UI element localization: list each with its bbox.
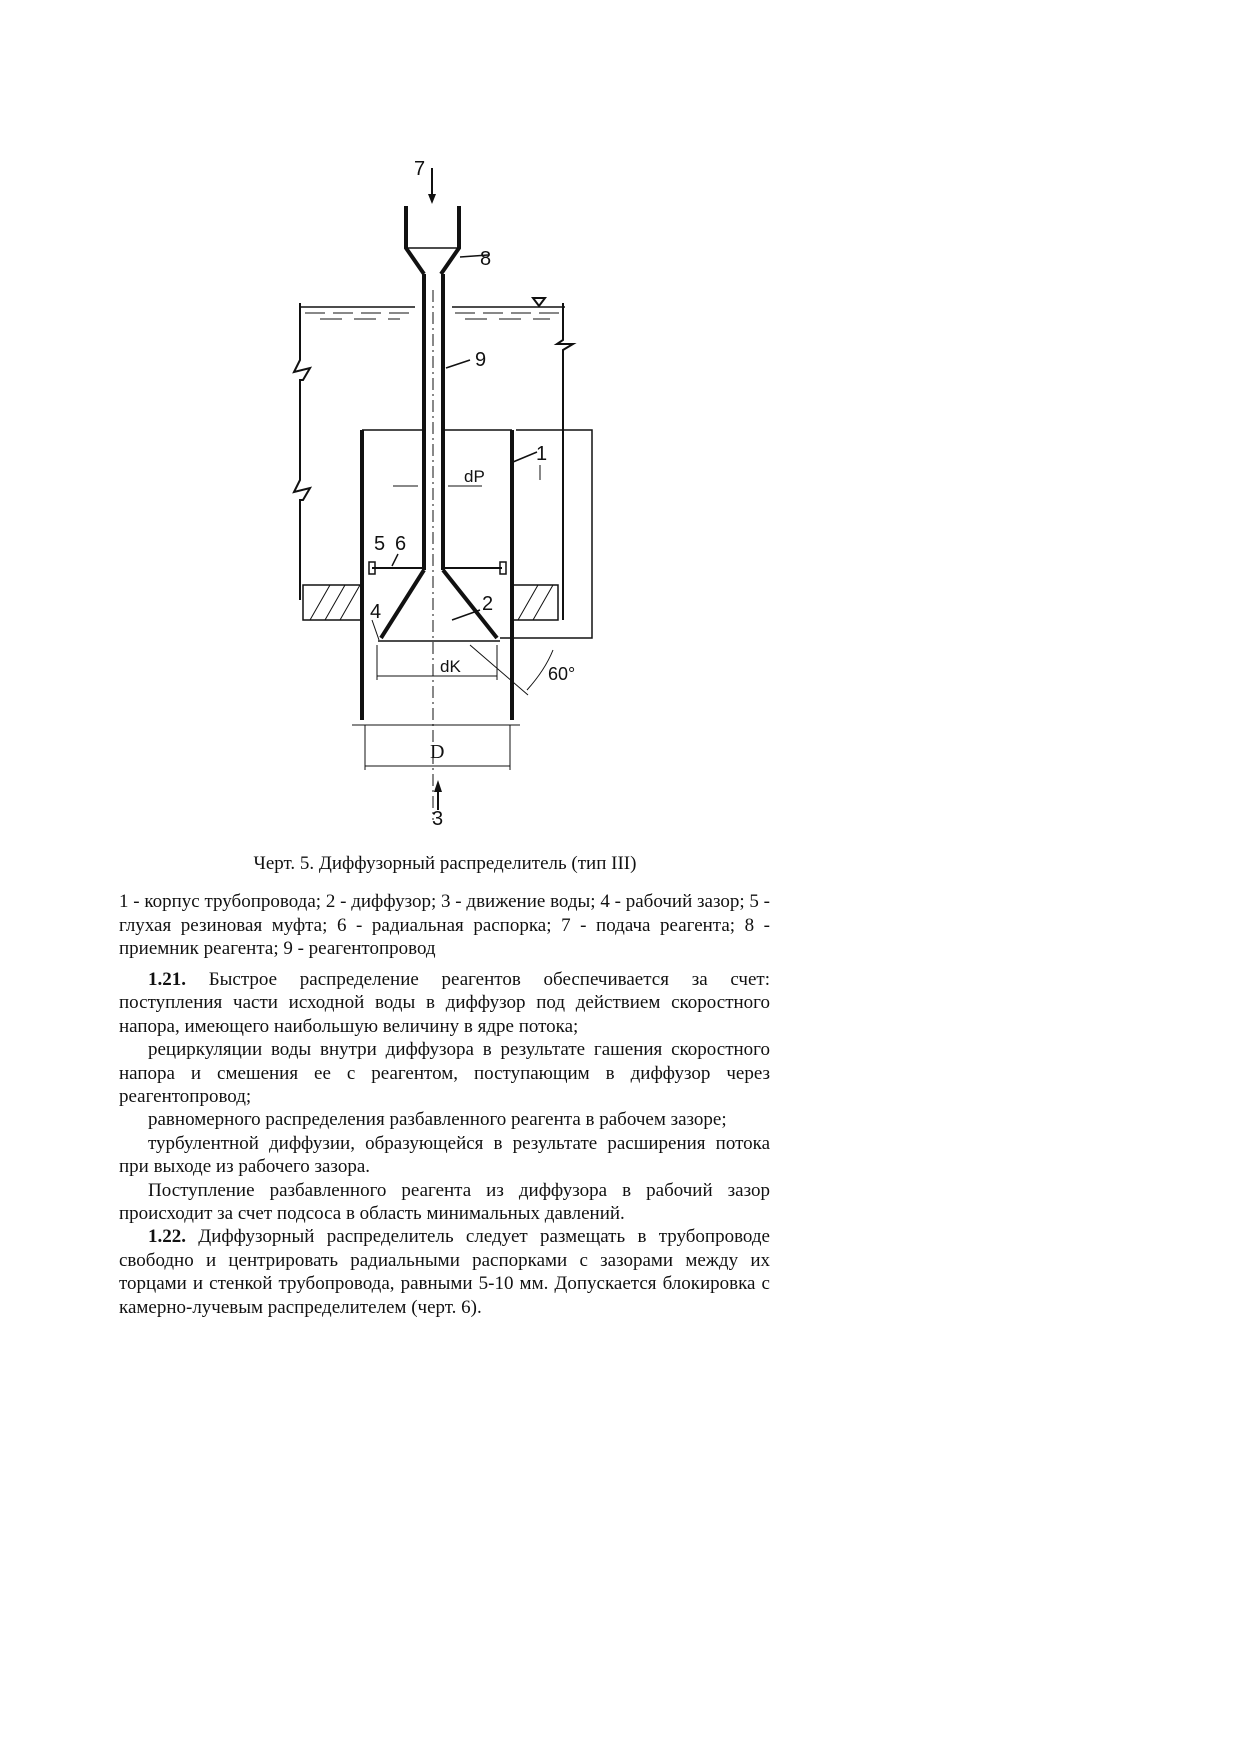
label-7: 7 [414,158,426,180]
paragraph: рециркуляции воды внутри диффузора в результате гашения скоростного напора и смешения ее с реагентом, поступающим в диффузор через реагентопровод; [119,1039,770,1108]
label-2: 2 [482,593,494,615]
paragraph: турбулентной диффузии, образующейся в результате расширения потока при выходе из рабочего зазора. [119,1132,770,1178]
label-6: 6 [395,533,407,555]
paragraph: равномерного распределения разбавленного реагента в рабочем зазоре; [148,1109,727,1131]
section-number: 1.22. [148,1226,186,1248]
label-dk: dK [440,657,461,676]
label-angle: 60° [548,664,576,684]
label-5: 5 [374,533,386,555]
label-1: 1 [536,443,548,465]
diffuser-distributor-drawing [280,150,600,840]
body-text [119,968,770,1319]
label-4: 4 [370,601,382,623]
label-8: 8 [480,248,492,270]
section-number: 1.21. [148,969,186,990]
paragraph-1-21: 1.21. Быстрое распределение реагентов обеспечивается за счет: поступления части исходной воды в диффузор под действием скоростного напора, имеющего наибольшую величину в ядре потока; [119,969,770,1037]
figure-caption: Черт. 5. Диффузорный распределитель (тип III) [253,853,637,874]
paragraph: Поступление разбавленного реагента из диффузора в рабочий зазор происходит за счет подсоса в область минимальных давлений. [119,1179,770,1225]
label-3: 3 [432,808,444,830]
figure-legend: 1 - корпус трубопровода; 2 - диффузор; 3 - движение воды; 4 - рабочий зазор; 5 - глухая резиновая муфта; 6 - радиальная распорка; 7 - подача реагента; 8 - приемник реагента; 9 - реагентопровод [119,891,770,959]
paragraph-1-22: 1.22. Диффузорный распределитель следует размещать в трубопроводе свободно и центрировать радиальными распорками с зазорами между их торцами и стенкой трубопровода, равными 5-10 мм. Допускается блокировка с камерно-лучевым распределителем (черт. 6). [119,1226,770,1318]
label-D: D [430,741,445,763]
label-dp: dP [464,467,485,486]
label-9: 9 [475,349,487,371]
